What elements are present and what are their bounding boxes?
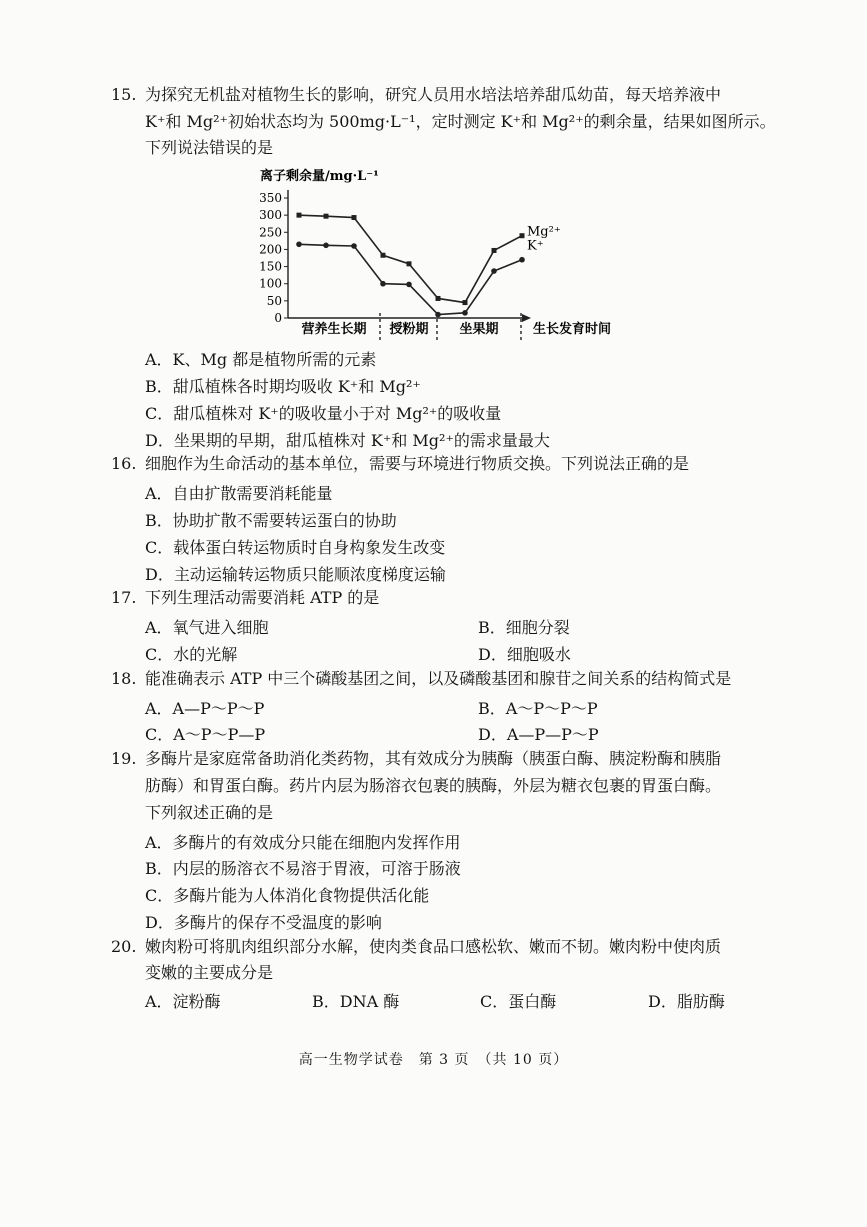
question-number: 18. <box>111 669 137 688</box>
option-15a: A．K、Mg 都是植物所需的元素 <box>145 350 377 369</box>
y-axis-ticks <box>259 191 288 325</box>
series-label: K⁺ <box>527 238 544 254</box>
question-number: 20. <box>111 937 137 956</box>
option-17a: A．氧气进入细胞 <box>145 618 269 637</box>
option-19b: B．内层的肠溶衣不易溶于胃液，可溶于肠液 <box>145 859 461 878</box>
question-text-line: 下列说法错误的是 <box>145 138 274 157</box>
option-15d: D．坐果期的早期，甜瓜植株对 K⁺和 Mg²⁺的需求量最大 <box>145 431 550 450</box>
question-text-line: 为探究无机盐对植物生长的影响，研究人员用水培法培养甜瓜幼苗，每天培养液中 <box>145 85 722 104</box>
question-text-line: 肪酶）和胃蛋白酶。药片内层为肠溶衣包裹的胰酶，外层为糖衣包裹的胃蛋白酶。 <box>145 776 722 795</box>
data-point <box>463 300 468 305</box>
option-16a: A．自由扩散需要消耗能量 <box>145 484 333 503</box>
y-axis-label: 离子剩余量/mg·L⁻¹ <box>260 169 379 184</box>
data-point <box>381 253 386 258</box>
data-point <box>462 310 468 316</box>
y-tick-label: 100 <box>259 276 282 291</box>
option-18c: C．A～P～P—P <box>145 725 266 744</box>
data-point <box>324 214 329 219</box>
option-20d: D．脂肪酶 <box>648 992 725 1011</box>
ion-remaining-chart <box>240 160 660 345</box>
question-text-line: 变嫩的主要成分是 <box>145 963 274 982</box>
option-19a: A．多酶片的有效成分只能在细胞内发挥作用 <box>145 833 461 852</box>
period-label: 坐果期 <box>459 322 499 337</box>
question-number: 16. <box>111 454 137 473</box>
series-line <box>299 244 522 314</box>
option-17b: B．细胞分裂 <box>478 618 570 637</box>
data-point <box>492 248 497 253</box>
question-text-line: 多酶片是家庭常备助消化类药物，其有效成分为胰酶（胰蛋白酶、胰淀粉酶和胰脂 <box>145 749 722 768</box>
data-point <box>407 261 412 266</box>
option-20b: B．DNA 酶 <box>312 992 400 1011</box>
x-axis-label: 生长发育时间 <box>533 322 612 337</box>
data-point <box>520 233 525 238</box>
y-tick-label: 150 <box>259 259 282 274</box>
question-number: 15. <box>111 85 137 104</box>
data-point <box>380 281 386 287</box>
option-20c: C．蛋白酶 <box>480 992 557 1011</box>
series-group <box>296 213 561 318</box>
data-point <box>519 257 525 263</box>
question-text-line: 下列叙述正确的是 <box>145 803 274 822</box>
data-point <box>406 282 412 288</box>
data-point <box>297 213 302 218</box>
period-label: 授粉期 <box>389 322 429 337</box>
option-18b: B．A～P～P～P <box>478 699 598 718</box>
y-tick-label: 200 <box>259 242 282 257</box>
option-15c: C．甜瓜植株对 K⁺的吸收量小于对 Mg²⁺的吸收量 <box>145 404 502 423</box>
data-point <box>352 215 357 220</box>
question-text-line: 能准确表示 ATP 中三个磷酸基团之间，以及磷酸基团和腺苷之间关系的结构简式是 <box>145 669 732 688</box>
question-text-line: K⁺和 Mg²⁺初始状态均为 500mg·L⁻¹，定时测定 K⁺和 Mg²⁺的剩余量，结果如图所示。 <box>145 112 776 131</box>
data-point <box>435 312 441 318</box>
question-text-line: 下列生理活动需要消耗 ATP 的是 <box>145 588 380 607</box>
data-point <box>351 243 357 249</box>
y-tick-label: 50 <box>266 293 282 308</box>
page-footer: 高一生物学试卷 第 3 页 （共 10 页） <box>298 1052 569 1068</box>
option-15b: B．甜瓜植株各时期均吸收 K⁺和 Mg²⁺ <box>145 377 421 396</box>
y-tick-label: 350 <box>259 191 282 205</box>
y-tick-label: 250 <box>259 225 282 240</box>
question-text-line: 细胞作为生命活动的基本单位，需要与环境进行物质交换。下列说法正确的是 <box>145 454 690 473</box>
question-number: 17. <box>111 588 137 607</box>
y-tick-label: 0 <box>274 311 282 325</box>
option-19c: C．多酶片能为人体消化食物提供活化能 <box>145 886 430 905</box>
question-15 <box>0 0 867 180</box>
option-16d: D．主动运输转运物质只能顺浓度梯度运输 <box>145 565 446 584</box>
series-line <box>299 215 522 302</box>
data-point <box>491 268 497 274</box>
option-17c: C．水的光解 <box>145 645 238 664</box>
option-18d: D．A—P—P～P <box>478 725 599 744</box>
question-number: 19. <box>111 749 137 768</box>
x-axis-arrow <box>522 314 531 322</box>
period-labels <box>301 321 498 337</box>
option-17d: D．细胞吸水 <box>478 645 571 664</box>
data-point <box>296 241 302 247</box>
y-tick-label: 300 <box>259 208 282 223</box>
option-16b: B．协助扩散不需要转运蛋白的协助 <box>145 511 397 530</box>
series-label: Mg²⁺ <box>527 224 561 240</box>
data-point <box>436 296 441 301</box>
option-19d: D．多酶片的保存不受温度的影响 <box>145 913 382 932</box>
option-20a: A．淀粉酶 <box>145 992 221 1011</box>
period-label: 营养生长期 <box>301 322 367 337</box>
data-point <box>323 243 329 249</box>
option-16c: C．载体蛋白转运物质时自身构象发生改变 <box>145 538 446 557</box>
question-text-line: 嫩肉粉可将肌肉组织部分水解，使肉类食品口感松软、嫩而不韧。嫩肉粉中使肉质 <box>145 937 722 956</box>
option-18a: A．A—P～P～P <box>145 699 265 718</box>
